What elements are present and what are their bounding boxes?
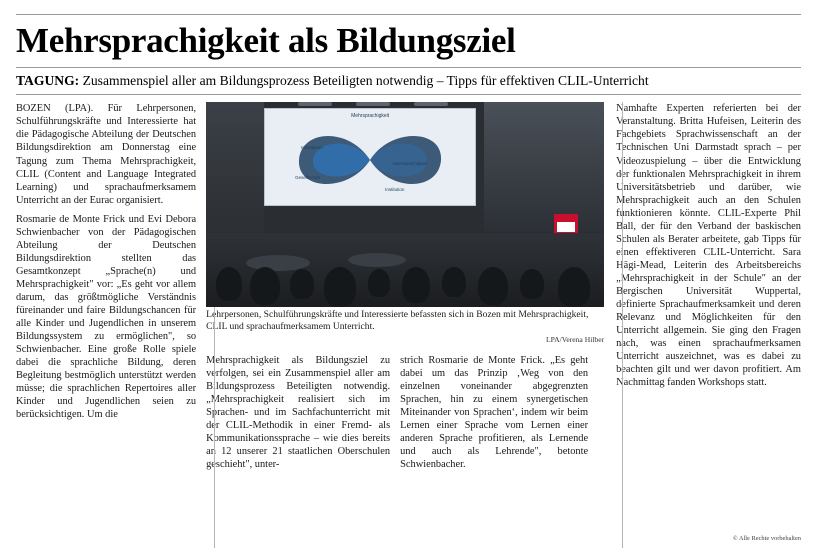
- audience-head: [520, 269, 544, 299]
- audience-head: [250, 267, 280, 305]
- photo-block: [206, 102, 604, 349]
- screen-title: Mehrsprachigkeit: [351, 113, 390, 120]
- paragraph: BOZEN (LPA). Für Lehrpersonen, Schulführungskräfte und Interessierte hat die Pädagogische Abteilung der Deutschen Bildungsdirektion am Donnerstag eine Tagung zum Thema Mehrsprachigkeit, CLIL (Content and Language Integrated Learning) und sprachaufmerksamem Unterricht an der Eurac organisiert.: [16, 103, 197, 206]
- middle-columns: [206, 354, 604, 471]
- photo-caption: Lehrpersonen, Schulführungskräfte und Interessierte befassten sich in Bozen mit Mehrsprachigkeit, CLIL und sprachaufmerksamem Unterricht.: [206, 309, 589, 333]
- top-divider: [16, 14, 801, 15]
- ceiling-light: [414, 102, 448, 106]
- projection-screen: [264, 108, 476, 206]
- paragraph: Rosmarie de Monte Frick und Evi Debora Schwienbacher von der Pädagogischen Abteilung der Deutschen Bildungsdirektion stellten das Gesamtkonzept „Sprache(n) und Mehrsprachigkeit" vor: „Es geht vor allem darum, das größtmögliche Verständnis füreinander und faire Bildungschancen für alle Kinder und Jugendlichen in unserem Bildungssystem zu ermöglichen", so Schwienbacher. Eine große Rolle spiele dabei die sprachliche Bildung, deren Begleitung bestmöglich unterstützt werden müsse; die sprachlichen Repertoires aller Kinder und Jugendlichen seien zu berücksichtigen. Um die: [16, 213, 197, 421]
- column-3: [400, 354, 594, 471]
- column-divider: [622, 102, 623, 548]
- ceiling-light: [356, 102, 390, 106]
- ceiling-light: [298, 102, 332, 106]
- page-title: Mehrsprachigkeit als Bildungsziel: [16, 21, 516, 60]
- photo-credit: LPA/Verena Hilber: [545, 334, 605, 344]
- audience-head: [558, 267, 590, 307]
- subheadline-kicker: TAGUNG:: [16, 72, 80, 88]
- audience-head: [442, 267, 466, 297]
- photo-wall-right: [484, 102, 604, 232]
- screen-label: Mehrsprachigkeit: [393, 161, 428, 167]
- headline-divider: [16, 67, 801, 68]
- conference-photo: [206, 102, 604, 307]
- column-1: [16, 102, 206, 548]
- copyright-note: © Alle Rechte vorbehalten: [732, 535, 801, 542]
- audience-head: [368, 269, 390, 297]
- paragraph: strich Rosmarie de Monte Frick. „Es geht dabei um das Prinzip ‚Weg von den einzelnen voneinander abgegrenzten Sprachen, hin zu einem synergetischen Miteinander von Sprachen‘, indem wir beim Lernen einer Sprache vom Lernen einer anderen Sprache profitieren, als Lernende und auch als Lehrende", betonte Schwienbacher.: [400, 354, 589, 471]
- subheadline-divider: [16, 94, 801, 95]
- paragraph: Namhafte Experten referierten bei der Veranstaltung. Britta Hufeisen, Leiterin des Fachgebiets Sprachwissenschaft an der Technischen Uni Darmstadt sprach – per Videozuspielung – über die Entwicklung der funktionalen Mehrsprachigkeit in ihrem Universitätsbetrieb und darüber, wie Mehrsprachigkeit auch an den Schulen funktionieren könnte. CLIL-Experte Phil Ball, der für den Verband der baskischen Schulen als Berater arbeitete, gab Tipps für einen effektiveren CLIL-Unterricht. Sara Hägi-Mead, Leiterin des Arbeitsbereichs „Mehrsprachigkeit in der Schule" an der Bergischen Universität Wuppertal, definierte Sprachaufmerksamkeit und deren Relevanz und Möglichkeiten für den Unterricht allgemein. Sie ging den Fragen nach, was einen sprachaufmerksamen Unterricht auszeichnet, was es dabei zu beachten gilt und wer davon profitiert. Am Nachmittag fanden Workshops statt.: [616, 103, 801, 389]
- column-2: [206, 354, 400, 471]
- audience-head: [324, 267, 356, 307]
- lemniscate-diagram: [289, 125, 451, 195]
- audience-head: [478, 267, 508, 305]
- subheadline-text: Zusammenspiel aller am Bildungsprozess Beteiligten notwendig – Tipps für effektiven CLIL-Unterricht: [79, 72, 649, 88]
- audience-head: [290, 269, 314, 299]
- paragraph: Mehrsprachigkeit als Bildungsziel zu verfolgen, sei ein Zusammenspiel aller am Bildungsprozess Beteiligten notwendig. „Mehrsprachigkeit realisiert sich im Sprachen- und im Sachfachunterricht mit der CLIL-Methodik in einer Fremd- als Kommunikationssprache – wie dies bereits an 12 unserer 21 staatlichen Oberschulen geschieht", unter-: [206, 354, 391, 471]
- article-body: [16, 102, 801, 548]
- audience-head: [402, 267, 430, 303]
- audience: [206, 249, 604, 307]
- screen-label: Gesellschaft: [295, 175, 320, 181]
- audience-head: [216, 267, 242, 301]
- screen-label: Individuum: [301, 145, 323, 151]
- column-middle-group: [206, 102, 614, 548]
- screen-label: Institution: [385, 187, 405, 193]
- subheadline: [16, 73, 801, 89]
- column-4: [614, 102, 801, 548]
